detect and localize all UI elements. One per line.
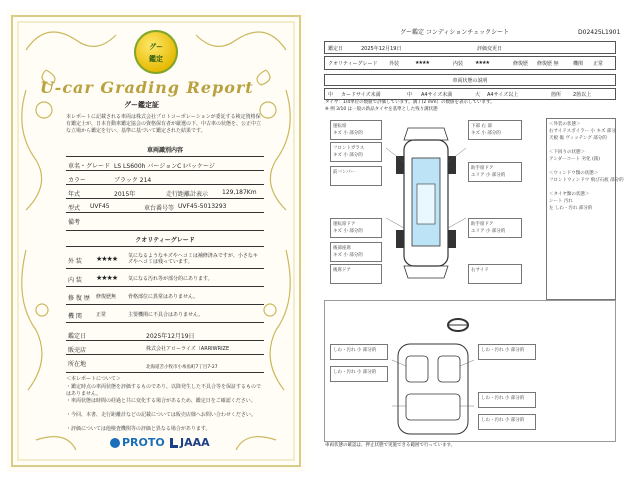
sheet-date-label: 鑑定日 [328, 46, 344, 52]
comment-line: 天板 傷 ヴィッテング 部分的 [549, 136, 607, 141]
vehicle-year-value: 2015年 [114, 191, 136, 198]
vehicle-year-row [66, 186, 264, 199]
proto-logo-text: PROTO [122, 436, 165, 449]
comment-line: ＜タイヤ類の状態＞ [549, 192, 590, 197]
dealer-label: 販売店 [68, 347, 87, 354]
damage-note-left [330, 120, 382, 140]
note-label: しわ・汚れ 小 部分的 [481, 396, 525, 401]
sheet-title: グー鑑定 コンディションチェックシート [400, 29, 510, 36]
note-label: しわ・汚れ 小 部分的 [481, 418, 525, 423]
note-value: キズ 小 部分的 [333, 229, 363, 234]
quality-grade-label: クオリティーグレード [328, 61, 378, 67]
note-label: 後席ドア [333, 268, 351, 273]
comment-line: ＜外装の状態＞ [549, 122, 581, 127]
damage-note-left [330, 264, 382, 284]
note-label: 右サイド [471, 268, 489, 273]
quality-stars: ★★★★ [96, 274, 118, 282]
quality-section-header: クオリティーグレード [66, 236, 264, 247]
quality-description: 骨格部位に異常はありません。 [128, 294, 199, 300]
note-label: 前バンパー [333, 170, 356, 175]
note-value: キズ 小 部分的 [333, 153, 363, 158]
note-value: キズ 小 部分的 [333, 131, 363, 136]
inspection-date-value: 2025年12月19日 [146, 333, 195, 340]
inspection-date-label: 鑑定日 [68, 333, 87, 340]
sheet-date-value: 2025年12月19日 [361, 46, 402, 52]
sheet-footer: 車両状態の確認は、押止状態で実施できる範囲で行っています。 [325, 443, 456, 448]
tire-hint: タイヤ：1/4単位の数値で評価しています。溝 / (2 mm）の数値を表示しています。 [325, 100, 495, 105]
note-label: 運転席 [333, 124, 347, 129]
note-item: ・鑑定時点の車両状態を評価するものであり、以降発生した不具合等を保証するものではありません。 [66, 384, 262, 397]
sheet-date-row [324, 41, 616, 54]
quality-stars: ★★★★ [96, 255, 118, 263]
note-value: キズ 小 部分的 [471, 131, 501, 136]
quality-row-interior [66, 270, 264, 287]
size-legend-small-label: 中 [328, 92, 334, 98]
intro-text: 本レポートに記載される車両は株式会社プロトコーポレーションが委託する検定資格保有鑑定士が、日本自動車鑑定協会の資格保有者が厳選の下、中古車の状態を、公正中立な立場から鑑定を行い、基準に基づいて鑑定された結果です。 [66, 114, 262, 134]
comment-line: 左 しわ・汚れ 部分的 [549, 206, 593, 211]
vehicle-mileage-label: 走行距離計表示 [166, 191, 209, 198]
note-label: 後部座席 [333, 246, 351, 251]
quality-description: 気になる汚れ等が部分的にあります。 [128, 276, 213, 282]
note-label: しわ・汚れ 小 部分的 [333, 348, 377, 353]
inspection-date-row [66, 328, 264, 341]
tire-rear-left-icon [396, 230, 404, 248]
col-repair-value: 修復歴 無 [537, 61, 559, 67]
note-label: 運転席ドア [333, 222, 356, 227]
note-item: ・車両状態は時間の経過と共に変化する場合があるため、鑑定日をご確認ください。 [66, 398, 256, 404]
sheet-code: D02425L1901 [578, 29, 621, 36]
damage-note-left [330, 242, 382, 262]
quality-description: 気になるようなキズやヘコミは補修済みですが、小さなキズやヘコミは残っています。 [128, 253, 258, 265]
quality-value: 正常 [96, 312, 107, 318]
comment-line: ＜ウィンドウ類の状態＞ [549, 171, 599, 176]
col-repair-label: 修復歴 [513, 61, 529, 67]
size-legend-count-value: 2箇以上 [573, 92, 592, 98]
damage-note-left [330, 142, 382, 162]
goo-kantei-badge [134, 30, 178, 74]
note-value: エリア 小 部分的 [471, 229, 506, 234]
vehicle-name-value: LS LS600h バージョンC Iパッケージ [114, 163, 215, 170]
badge-text-bottom: 鑑定 [149, 55, 163, 63]
damage-note-right [468, 162, 522, 182]
inspection-comments-box [546, 118, 624, 300]
tire-hint-example: ※ 例 3/10 は一般の新品タイヤを基準とした残り溝状態 [325, 107, 438, 112]
col-interior-label: 内装 [453, 61, 464, 67]
damage-note-right [468, 264, 522, 284]
note-label: 下部 右 部 [471, 124, 492, 129]
vehicle-color-label: カラー [68, 177, 87, 184]
vehicle-name-label: 車名・グレード [68, 163, 111, 170]
quality-row-repair [66, 288, 264, 305]
sheet-change-label: 評価変更日 [477, 46, 503, 52]
size-legend-large-label: 大 [475, 92, 481, 98]
damage-note-left [330, 218, 382, 238]
note-label: 助手席ドア [471, 166, 494, 171]
explain-header [324, 74, 616, 86]
vehicle-year-label: 年式 [68, 191, 81, 198]
proto-mark-icon [110, 438, 120, 448]
vehicle-color-value: ブラック 214 [114, 177, 152, 184]
quality-label: 修 復 歴 [68, 295, 90, 302]
address-value: 北海道苫小牧市小糸魚町7丁目7-27 [146, 365, 218, 370]
grading-certificate [6, 10, 306, 472]
col-interior-value: ★★★★ [475, 60, 489, 66]
damage-note-right [468, 120, 522, 140]
jaaa-mark-icon [170, 438, 178, 448]
size-legend-row [324, 88, 616, 100]
note-label: しわ・汚れ 小 部分的 [481, 348, 525, 353]
comment-line: 右サイドスポイラー 小 キズ 部分 [549, 129, 616, 134]
comment-line: ＜下回りの状態＞ [549, 150, 585, 155]
address-row [66, 356, 264, 373]
note-label: 助手席ドア [471, 222, 494, 227]
note-label: フロントガラス [333, 146, 365, 151]
note-item: ・今回、本書、走行距離計などの記載については販売店様へお問い合わせください。 [66, 412, 256, 418]
col-exterior-value: ★★★★ [415, 60, 429, 66]
jaaa-logo [170, 436, 210, 449]
vehicle-remarks-row [66, 214, 264, 231]
vehicle-chassis-label: 車台番号等 [144, 205, 175, 212]
quality-grade-row [324, 56, 616, 70]
car-exterior-diagram [386, 118, 466, 288]
interior-section-frame [324, 300, 616, 442]
explain-header-text: 車両状態の説明 [452, 78, 488, 84]
address-label: 所在地 [68, 361, 87, 368]
size-legend-count-label: 箇所 [551, 92, 562, 98]
badge-text-top: グー [149, 43, 163, 51]
vehicle-remarks-label: 備考 [68, 219, 81, 226]
quality-description: 主要機関に不具合はありません。 [128, 312, 204, 318]
dealer-row [66, 342, 264, 355]
size-legend-small-value: カードサイズ未満 [341, 92, 381, 98]
quality-label: 外 装 [68, 258, 82, 265]
ucar-grading-report-logo: U-car Grading Report [40, 78, 254, 97]
comment-line: シート 汚れ [549, 199, 573, 204]
quality-label: 機 関 [68, 313, 82, 320]
size-legend-mid-label: 中 [407, 92, 413, 98]
note-value: キズ 小 部分的 [333, 253, 363, 258]
vehicle-chassis-value: UVF45-5013293 [178, 203, 227, 210]
vehicle-section-header: 車両識別内容 [66, 146, 264, 157]
vehicle-model-value: UVF45 [90, 203, 110, 210]
size-legend-mid-value: A4サイズ未満 [421, 92, 453, 98]
damage-note-left [330, 166, 382, 186]
notes-title: ＜本レポートについて＞ [66, 376, 121, 382]
vehicle-color-row [66, 172, 264, 185]
damage-note-right [468, 218, 522, 238]
quality-label: 内 装 [68, 277, 82, 284]
quality-value: 修復歴無 [96, 294, 117, 300]
dealer-value: 株式会社アローライズ（ARRIWRIZE [146, 346, 230, 352]
col-engine-label: 機関 [573, 61, 584, 67]
tire-rear-right-icon [448, 230, 456, 248]
vehicle-mileage-value: 129,187Km [222, 189, 257, 196]
col-exterior-label: 外装 [389, 61, 400, 67]
size-legend-large-value: A4サイズ以上 [487, 92, 519, 98]
comment-line: フロントウィンドウ 飛び石痕 部分的 [549, 178, 624, 183]
vehicle-model-label: 型式 [68, 205, 81, 212]
col-engine-value: 正常 [593, 61, 604, 67]
certificate-subtitle: グー鑑定証 [124, 101, 159, 109]
quality-row-engine [66, 306, 264, 323]
vehicle-name-row [66, 158, 264, 171]
note-value: エリア 小 部分的 [471, 173, 506, 178]
comment-line: アンダーコート 劣化 (錆) [549, 157, 601, 162]
vehicle-model-row [66, 200, 264, 213]
jaaa-logo-text: JAAA [180, 436, 210, 449]
quality-row-exterior [66, 250, 264, 269]
proto-logo [110, 436, 165, 449]
note-item: ・評価については他検査機関等の評価と異なる場合があります。 [66, 426, 211, 432]
note-label: しわ・汚れ 小 部分的 [333, 370, 377, 375]
